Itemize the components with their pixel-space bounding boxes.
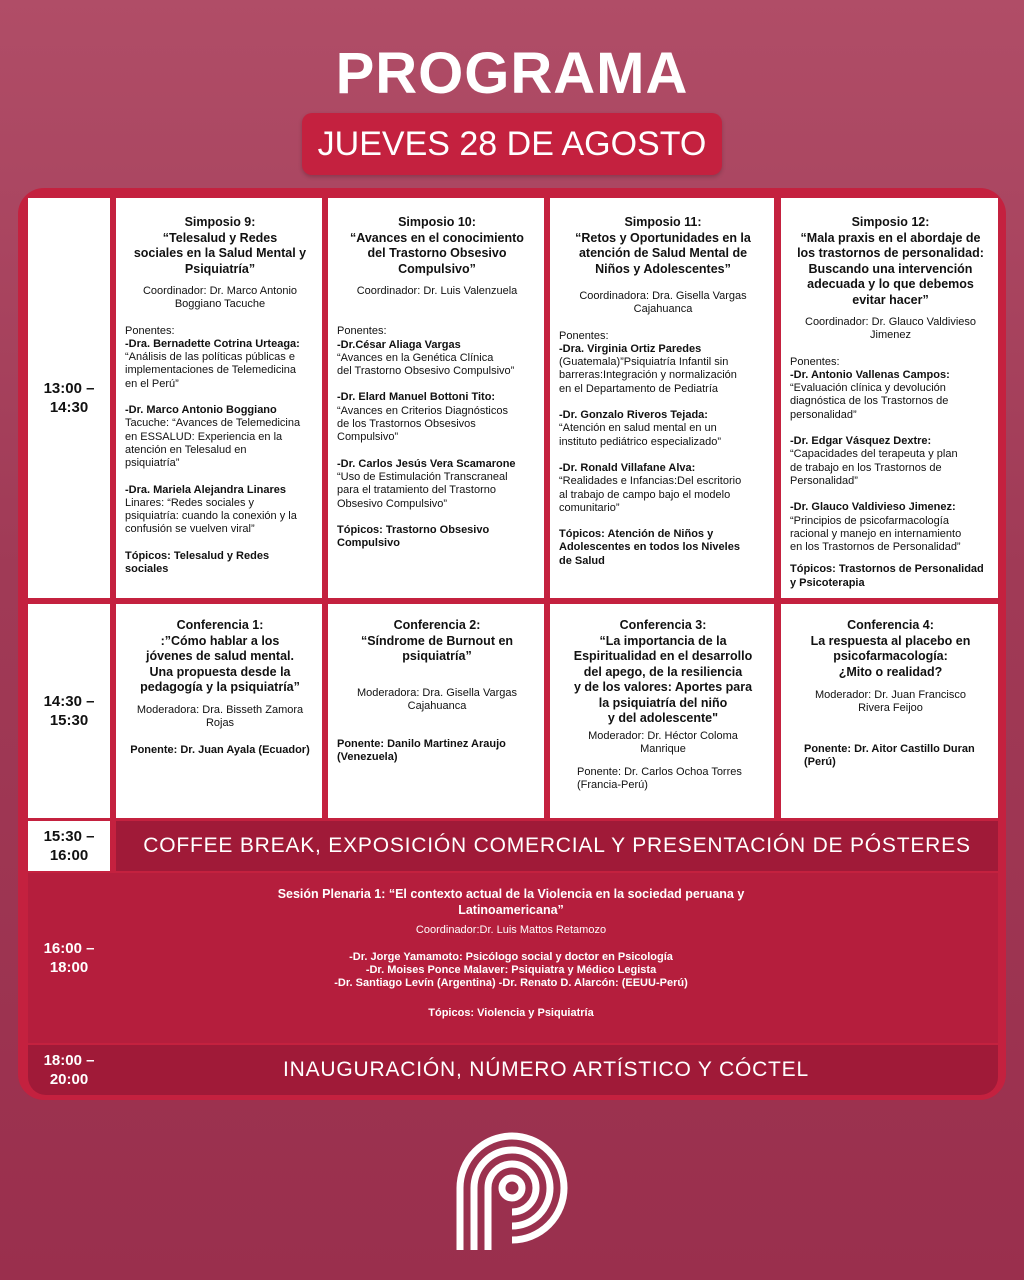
coordinator: Coordinador: Dr. Glauco Valdivieso Jimenez xyxy=(805,316,976,342)
time-cell-row2 xyxy=(28,604,110,818)
ponente: -Dr. Gonzalo Riveros Tejada: “Atención en salud mental en un instituto pediátrico especializado” xyxy=(559,409,722,448)
ponente: -Dra. Bernadette Cotrina Urteaga: “Análisis de las políticas públicas e implementaciones de Telemedicina en el Perú” xyxy=(125,337,300,390)
ponente: Ponente: Dr. Carlos Ochoa Torres (Francia-Perú) xyxy=(577,766,742,792)
session-title: Conferencia 3: “La importancia de la Espiritualidad en el desarrollo del apego, de la resiliencia y de los valores: Aportes para la psiquiatría del niño y del adolescente" xyxy=(573,618,753,725)
session-simposio-11 xyxy=(550,198,774,598)
ponente: -Dra. Mariela Alejandra Linares Linares: “Redes sociales y psiquiatría: cuando la conexión y la confusión se vuelven viral” xyxy=(125,483,297,536)
moderator: Moderador: Dr. Héctor Coloma Manrique xyxy=(588,729,738,755)
plenary-topicos: Tópicos: Violencia y Psiquiatría xyxy=(428,1007,594,1019)
session-conferencia-1 xyxy=(116,604,322,818)
ponente: -Dr. Ronald Villafane Alva: “Realidades e Infancias:Del escritorio al trabajo de campo bajo el modelo comunitario” xyxy=(559,461,742,514)
session-title: Conferencia 1: :”Cómo hablar a los jóvenes de salud mental. Una propuesta desde la pedagogía y la psiquiatría” xyxy=(140,618,300,694)
ponentes-label: Ponentes: xyxy=(125,324,175,337)
plenary-session xyxy=(116,886,906,1020)
session-simposio-12 xyxy=(781,198,998,598)
ponente: -Dr. Carlos Jesús Vera Scamarone “Uso de Estimulación Transcraneal para el tratamiento del Trastorno Obsesivo Compulsivo” xyxy=(337,457,516,510)
plenary-coordinator: Coordinador:Dr. Luis Mattos Retamozo xyxy=(415,924,607,936)
ponente: -Dra. Virginia Ortiz Paredes (Guatemala)”Psiquiatría Infantil sin barreras:Integración y normalización en el Departamento de Pediatría xyxy=(559,342,737,395)
session-title: Simposio 9: “Telesalud y Redes sociales en la Salud Mental y Psiquiatría” xyxy=(133,215,307,276)
topicos: Tópicos: Telesalud y Redes sociales xyxy=(125,549,270,576)
session-title: Conferencia 2: “Síndrome de Burnout en psiquiatría” xyxy=(360,618,514,663)
inauguration-band: INAUGURACIÓN, NÚMERO ARTÍSTICO Y CÓCTEL xyxy=(283,1058,809,1081)
topicos: Tópicos: Atención de Niños y Adolescentes en todos los Niveles de Salud xyxy=(559,528,740,567)
session-conferencia-2 xyxy=(328,604,544,818)
plenary-title: Sesión Plenaria 1: “El contexto actual de la Violencia en la sociedad peruana y Latinoamericana” xyxy=(277,887,745,917)
time-cell-plenary: 16:00 – 18:00 xyxy=(43,940,95,976)
logo-icon xyxy=(452,1128,572,1254)
session-title: Simposio 10: “Avances en el conocimiento del Trastorno Obsesivo Compulsivo” xyxy=(350,215,524,276)
moderator: Moderadora: Dra. Gisella Vargas Cajahuanca xyxy=(357,686,517,712)
session-title: Simposio 11: “Retos y Oportunidades en la atención de Salud Mental de Niños y Adolescentes” xyxy=(575,215,751,276)
ponente: -Dr. Marco Antonio Boggiano Tacuche: “Avances de Telemedicina en ESSALUD: Experiencia en la atención en Telesalud en psiquiatría” xyxy=(125,404,301,470)
plenary-speakers: -Dr. Jorge Yamamoto: Psicólogo social y doctor en Psicología -Dr. Moises Ponce Malaver: Psiquiatra y Médico Legista -Dr. Santiago Levín (Argentina) -Dr. Renato D. Alarcón: (EEUU-Perú) xyxy=(334,951,688,989)
coordinator: Coordinadora: Dra. Gisella Vargas Cajahuanca xyxy=(579,290,747,316)
page-title: PROGRAMA xyxy=(335,41,689,106)
coordinator: Coordinador: Dr. Luis Valenzuela xyxy=(356,285,518,297)
ponentes-label: Ponentes: xyxy=(559,329,609,342)
time-start: 13:00 – xyxy=(43,380,95,397)
moderator: Moderadora: Dra. Bisseth Zamora Rojas xyxy=(136,703,304,729)
session-title: Conferencia 4: La respuesta al placebo en psicofarmacología: ¿Mito o realidad? xyxy=(810,618,971,679)
ponente: -Dr.César Aliaga Vargas “Avances en la Genética Clínica del Trastorno Obsesivo Compulsivo” xyxy=(337,338,515,378)
ponente: -Dr. Glauco Valdivieso Jimenez: “Principios de psicofarmacología racional y manejo en internamiento en los Trastornos de Personalidad” xyxy=(790,501,962,554)
session-simposio-9 xyxy=(116,198,322,598)
ponente: Ponente: Dr. Aitor Castillo Duran (Perú) xyxy=(804,742,975,768)
time-cell-row1 xyxy=(28,198,110,598)
topicos: Tópicos: Trastorno Obsesivo Compulsivo xyxy=(337,523,490,550)
ponentes-label: Ponentes: xyxy=(790,355,840,368)
ponente: -Dr. Antonio Vallenas Campos: “Evaluación clínica y devolución diagnóstica de los Trastornos de personalidad” xyxy=(790,368,950,421)
time-end: 14:30 xyxy=(49,399,89,416)
session-conferencia-3 xyxy=(550,604,774,818)
date-badge: JUEVES 28 DE AGOSTO xyxy=(302,113,722,175)
coffee-break-band: COFFEE BREAK, EXPOSICIÓN COMERCIAL Y PRESENTACIÓN DE PÓSTERES xyxy=(116,821,998,871)
topicos: Tópicos: Trastornos de Personalidad y Psicoterapia xyxy=(790,563,984,589)
moderator: Moderador: Dr. Juan Francisco Rivera Feijoo xyxy=(814,689,966,715)
session-simposio-10 xyxy=(328,198,544,598)
ponente: Ponente: Danilo Martinez Araujo (Venezuela) xyxy=(337,738,506,764)
ponente: Ponente: Dr. Juan Ayala (Ecuador) xyxy=(130,744,310,757)
ponente: -Dr. Edgar Vásquez Dextre: “Capacidades del terapeuta y plan de trabajo en los Trastornos de Personalidad” xyxy=(790,435,958,487)
ponente: -Dr. Elard Manuel Bottoni Tito: “Avances en Criterios Diagnósticos de los Trastornos Obsesivos Compulsivo” xyxy=(337,391,508,444)
coordinator: Coordinador: Dr. Marco Antonio Boggiano Tacuche xyxy=(142,285,298,311)
ponentes-label: Ponentes: xyxy=(337,325,387,338)
time-end: 15:30 xyxy=(49,712,89,729)
session-conferencia-4 xyxy=(781,604,998,818)
time-cell-inauguration: 18:00 – 20:00 xyxy=(43,1052,95,1088)
time-cell-coffee: 15:30 – 16:00 xyxy=(28,821,110,871)
session-title: Simposio 12: “Mala praxis en el abordaje de los trastornos de personalidad: Buscando una intervención adecuada y lo que debemos evitar hacer” xyxy=(797,215,984,307)
time-start: 14:30 – xyxy=(43,693,95,710)
